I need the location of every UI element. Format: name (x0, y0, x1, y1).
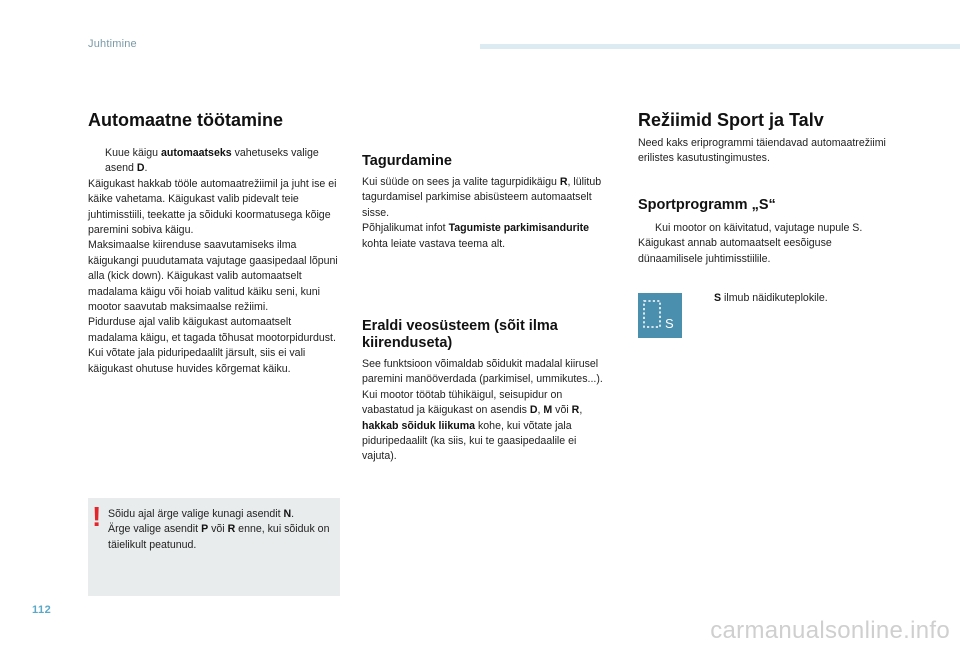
indicator-note: S ilmub näidikuteplokile. (714, 292, 828, 304)
sport-program-body (638, 221, 898, 267)
watermark: carmanualsonline.info (710, 617, 950, 644)
header-bar (480, 44, 960, 49)
warning-line-2: Ärge valige asendit P või R enne, kui sõiduk on täielikult peatunud. (108, 523, 330, 551)
automatic-title: Automaatne töötamine (88, 110, 284, 130)
sport-paragraph: Käigukast annab automaatselt eesõiguse dünaamilisele juhtimisstiilile. (638, 237, 832, 265)
page-number: 112 (32, 604, 52, 616)
warning-line-1: Sõidu ajal ärge valige kunagi asendit N. (108, 508, 295, 520)
creep-paragraph-2: Kui mootor töötab tühikäigul, seisupidur on vabastatud ja käigukast on asendis D, M või R, hakkab sõiduk liikuma kohe, kui võtate jala piduripedaalilt (ka siis, kui te gaasipedaalile ei vajuta). (362, 388, 583, 463)
automatic-bullet (88, 146, 342, 177)
reverse-paragraph-2: Põhjalikumat infot Tagumiste parkimisandurite kohta leiate vastava teema alt. (362, 222, 590, 250)
sport-program-title: Sportprogramm „S“ (638, 197, 776, 213)
reverse-body (362, 175, 612, 252)
creep-paragraph-1: See funktsioon võimaldab sõidukit madalal kiirusel paremini manööverdada (parkimisel, ummikutes...). (362, 358, 603, 386)
sport-bullet: Kui mootor on käivitatud, vajutage nupule S. (638, 221, 898, 236)
automatic-paragraph-4: Kui võtate jala piduripedaalilt järsult, siis ei vali käigukast ohutuse huvides kõrgemat käiku. (88, 347, 306, 375)
bullet-text: Kuue käigu automaatseks vahetuseks valige asend D. (105, 147, 319, 175)
warning-text (108, 507, 334, 553)
automatic-paragraph-3: Pidurduse ajal valib käigukast automaatselt madalama käigu, et tagada tõhusat mootorpidurdust. (88, 316, 336, 344)
automatic-paragraph-2: Maksimaalse kiirenduse saavutamiseks ilma käigukangi puudutamata vajutage gaasipedaal lõpuni alla (kick down). Käigukast valib automaatselt madalama käigu või hoiab valitud käiku seni, kuni mootor saavutab maksimaalse režiimi. (88, 239, 338, 314)
bullet-marker-icon (638, 221, 655, 236)
creep-body (362, 357, 612, 465)
reverse-paragraph-1: Kui süüde on sees ja valite tagurpidikäigu R, lülitub tagurdamisel parkimise abisüsteem automaatselt sisse. (362, 176, 602, 219)
automatic-body (88, 146, 342, 377)
sport-winter-title: Režiimid Sport ja Talv (638, 110, 824, 130)
automatic-paragraph-1: Käigukast hakkab tööle automaatrežiimil ja juht ise ei käike vahetama. Käigukast valib pidevalt teie juhtimisstiili, teekatte ja sõiduki koormatusega kõige paremini sobiva käigu. (88, 177, 337, 237)
creep-title: Eraldi veosüsteem (sõit ilma kiirenduseta) (362, 318, 558, 351)
warning-exclamation-icon: ! (92, 501, 102, 532)
section-header: Juhtimine (88, 38, 137, 50)
svg-text:S: S (665, 316, 674, 331)
reverse-title: Tagurdamine (362, 153, 452, 169)
sport-mode-indicator-icon (638, 293, 682, 338)
bullet-marker-icon (88, 146, 105, 177)
sport-winter-intro: Need kaks eriprogrammi täiendavad automaatrežiimi erilistes kasutustingimustes. (638, 137, 886, 165)
